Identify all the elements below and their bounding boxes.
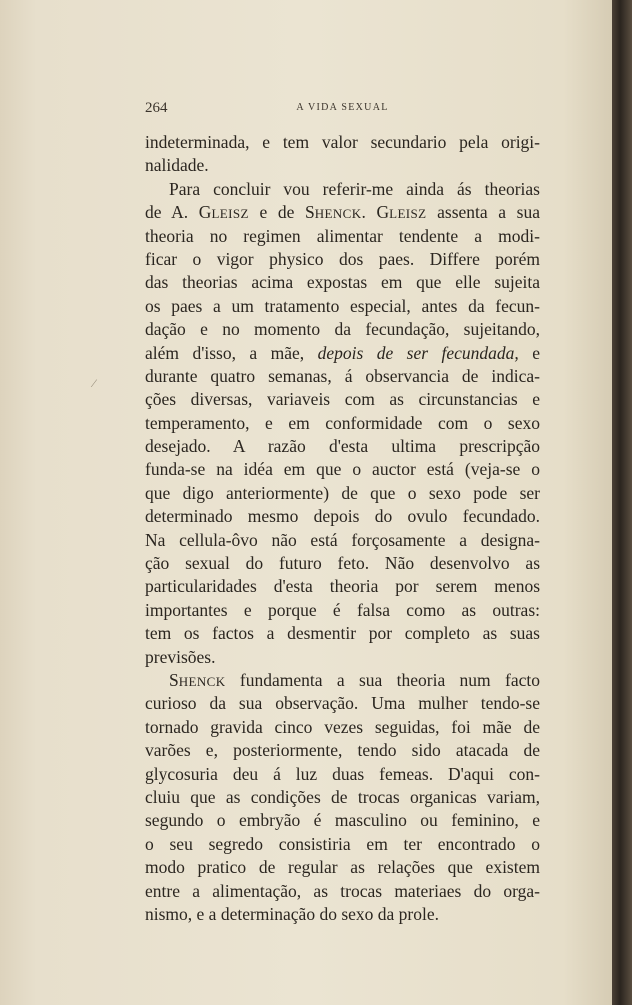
text-line bbox=[145, 529, 540, 552]
body-text bbox=[145, 131, 540, 926]
small-caps-text: HENCK bbox=[314, 206, 362, 222]
text-line bbox=[145, 669, 540, 692]
text-line bbox=[145, 903, 540, 926]
text-line bbox=[145, 786, 540, 809]
page-number: 264 bbox=[145, 100, 168, 116]
text-run: indeterminada, e tem valor secundario pela origi- bbox=[145, 132, 540, 152]
margin-pencil-mark: ⁄ bbox=[93, 376, 96, 390]
text-run: que digo anteriormente) de que o sexo pode ser bbox=[145, 482, 540, 503]
text-line bbox=[145, 833, 540, 856]
text-line bbox=[145, 178, 540, 201]
text-line bbox=[145, 365, 540, 388]
text-run: e bbox=[518, 342, 540, 363]
text-line bbox=[145, 880, 540, 903]
text-run: temperamento, e em conformidade com o sexo bbox=[145, 412, 540, 433]
text-run: fundamenta a sua theoria num facto bbox=[225, 669, 540, 690]
text-run: de A. bbox=[145, 202, 199, 223]
text-line bbox=[145, 809, 540, 832]
text-run: entre a alimentação, as trocas materiaes do orga- bbox=[145, 880, 540, 901]
text-run: S bbox=[304, 202, 315, 223]
small-caps-text: LEISZ bbox=[389, 206, 427, 222]
text-line bbox=[145, 271, 540, 294]
text-line bbox=[145, 201, 540, 224]
small-caps-text: LEISZ bbox=[211, 206, 249, 222]
text-line bbox=[145, 856, 540, 879]
text-run: determinado mesmo depois do ovulo fecundado. bbox=[145, 506, 540, 527]
text-run: dação e no momento da fecundação, sujeitando, bbox=[145, 319, 540, 340]
text-run: modo pratico de regular as relações que existem bbox=[145, 857, 540, 878]
text-run: varões e, posteriormente, tendo sido atacada de bbox=[145, 740, 540, 761]
text-run: tem os factos a desmentir por completo as suas bbox=[145, 623, 540, 644]
text-run: ções diversas, variaveis com as circunstancias e bbox=[145, 389, 540, 410]
text-line bbox=[145, 716, 540, 739]
text-run: além d'isso, a mãe, bbox=[145, 342, 318, 363]
text-run: assenta a sua bbox=[426, 202, 540, 223]
text-run: e de bbox=[248, 202, 305, 223]
text-line bbox=[145, 692, 540, 715]
text-run: das theorias acima expostas em que elle sujeita bbox=[145, 272, 540, 293]
text-run: nismo, e a determinação do sexo da prole. bbox=[145, 903, 439, 924]
text-run: previsões. bbox=[145, 646, 216, 667]
text-line bbox=[145, 154, 540, 177]
text-line bbox=[145, 763, 540, 786]
text-run: G bbox=[376, 202, 390, 223]
text-run: funda-se na idéa em que o auctor está (veja-se o bbox=[145, 459, 540, 480]
text-run: segundo o embryão é masculino ou feminino, e bbox=[145, 810, 540, 831]
text-run: ficar o vigor physico dos paes. Differe porém bbox=[145, 248, 540, 269]
text-run: S bbox=[169, 669, 179, 690]
text-line bbox=[145, 458, 540, 481]
italic-text: depois de ser fecundada, bbox=[317, 342, 519, 363]
text-run: desejado. A razão d'esta ultima prescripção bbox=[145, 436, 540, 457]
small-caps-text: HENCK bbox=[178, 673, 226, 689]
text-run: Na cellula-ôvo não está forçosamente a designa- bbox=[145, 529, 540, 550]
text-line bbox=[145, 599, 540, 622]
text-run: glycosuria deu á luz duas femeas. D'aqui con- bbox=[145, 763, 540, 784]
text-run: Para concluir vou referir-me ainda ás theorias bbox=[169, 178, 540, 199]
text-run: ção sexual do futuro feto. Não desenvolvo as bbox=[145, 553, 540, 574]
text-line bbox=[145, 342, 540, 365]
page-edge-shadow bbox=[612, 0, 632, 1005]
text-run: durante quatro semanas, á observancia de indica- bbox=[145, 365, 540, 386]
text-run: importantes e porque é falsa como as outras: bbox=[145, 599, 540, 620]
page-header bbox=[145, 100, 540, 120]
text-run: tornado gravida cinco vezes seguidas, foi mãe de bbox=[145, 716, 540, 737]
text-run: . bbox=[361, 202, 377, 223]
text-line bbox=[145, 388, 540, 411]
text-line bbox=[145, 318, 540, 341]
text-line bbox=[145, 646, 540, 669]
text-run: cluiu que as condições de trocas organicas variam, bbox=[145, 786, 540, 807]
text-line bbox=[145, 131, 540, 154]
running-head: A VIDA SEXUAL bbox=[296, 102, 389, 113]
text-line bbox=[145, 248, 540, 271]
text-line bbox=[145, 622, 540, 645]
text-run: o seu segredo consistiria em ter encontrado o bbox=[145, 833, 540, 854]
text-line bbox=[145, 575, 540, 598]
text-run: theoria no regimen alimentar tendente a modi- bbox=[145, 225, 540, 246]
text-line bbox=[145, 552, 540, 575]
text-run: curioso da sua observação. Uma mulher tendo-se bbox=[145, 693, 540, 714]
text-line bbox=[145, 435, 540, 458]
text-line bbox=[145, 482, 540, 505]
text-run: G bbox=[198, 202, 212, 223]
text-line bbox=[145, 739, 540, 762]
text-run: nalidade. bbox=[145, 155, 209, 176]
text-line bbox=[145, 295, 540, 318]
text-line bbox=[145, 412, 540, 435]
text-line bbox=[145, 225, 540, 248]
text-line bbox=[145, 505, 540, 528]
text-run: particularidades d'esta theoria por serem menos bbox=[145, 576, 540, 597]
text-run: os paes a um tratamento especial, antes da fecun- bbox=[145, 295, 540, 316]
